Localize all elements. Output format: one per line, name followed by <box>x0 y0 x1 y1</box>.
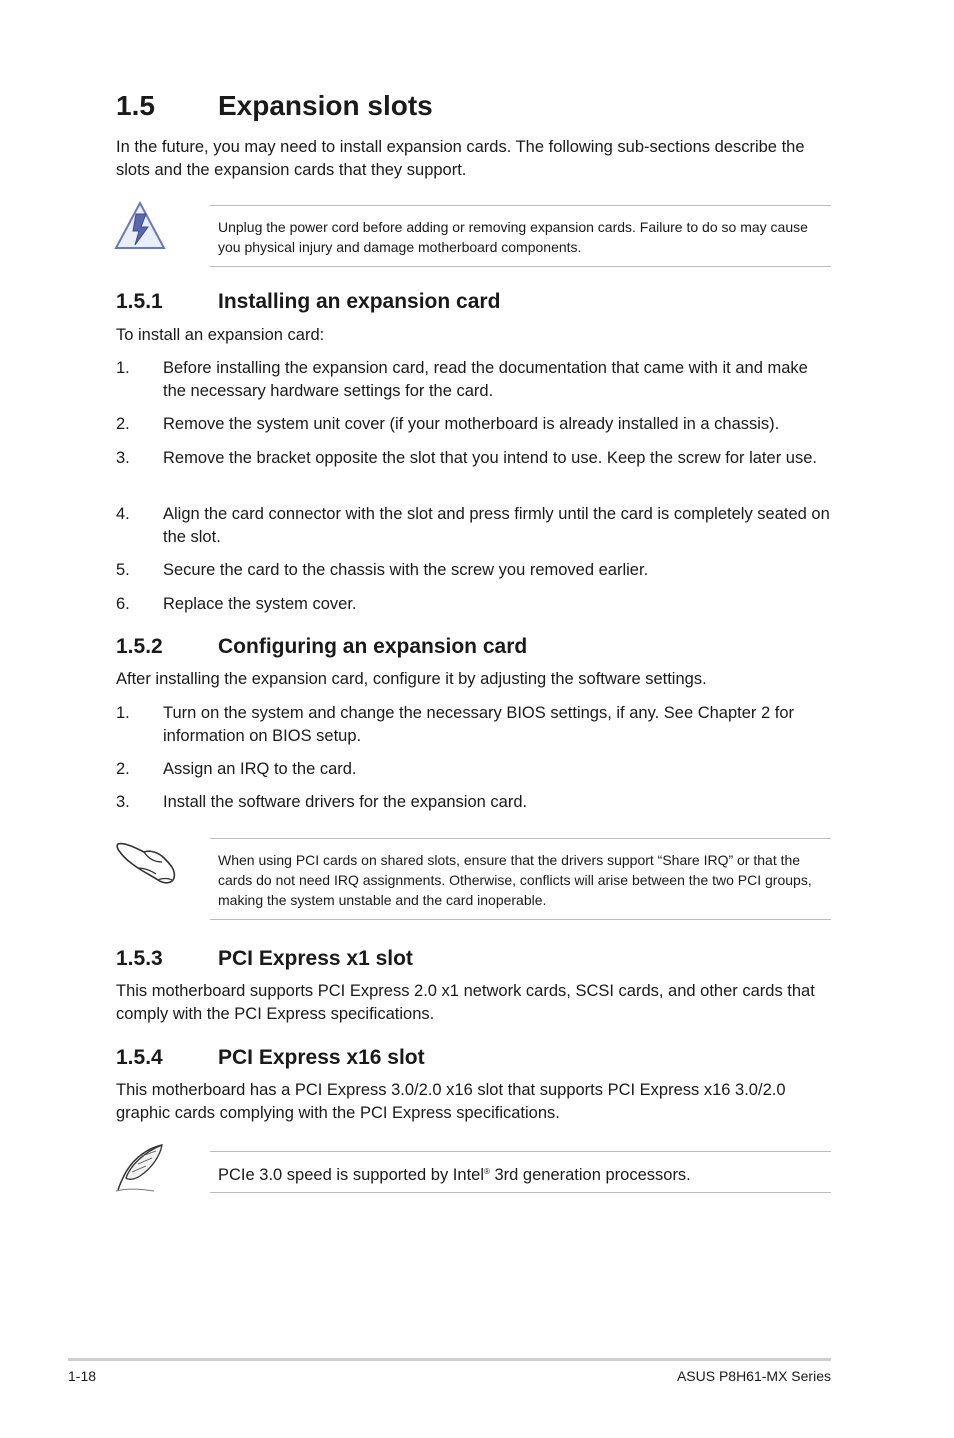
list-number: 3. <box>116 449 130 467</box>
quill-pen-icon <box>112 1142 168 1199</box>
pointing-hand-icon <box>114 838 180 893</box>
info-note-text: When using PCI cards on shared slots, ensure that the drivers support “Share IRQ” or that the cards do not need IRQ assignments. Otherwise, conflicts will arise between the two PCI groups, making the system unstable and the card inoperable. <box>218 852 812 908</box>
list-text: Install the software drivers for the expansion card. <box>163 793 528 811</box>
list-number: 2. <box>116 760 130 778</box>
tip-text-start: PCIe 3.0 speed is supported by Intel <box>218 1166 484 1184</box>
subsection-intro: To install an expansion card: <box>116 326 325 344</box>
list-item <box>116 702 831 748</box>
list-text: Before installing the expansion card, read the documentation that came with it and make the necessary hardware settings for the card. <box>163 359 808 400</box>
subsection-number: 1.5.4 <box>116 1046 163 1069</box>
list-item <box>116 559 831 582</box>
product-name: ASUS P8H61-MX Series <box>676 1368 831 1384</box>
warning-note <box>210 205 831 267</box>
subsection-title: PCI Express x1 slot <box>218 947 413 970</box>
subsection-title: Installing an expansion card <box>218 290 501 313</box>
list-number: 1. <box>116 359 130 377</box>
list-number: 2. <box>116 415 130 433</box>
list-number: 5. <box>116 561 130 579</box>
subsection-heading-1-5-4 <box>116 1046 425 1070</box>
section-intro: In the future, you may need to install expansion cards. The following sub-sections describe the slots and the expansion cards that they support. <box>116 138 805 179</box>
section-title: Expansion slots <box>218 90 433 121</box>
warning-note-text: Unplug the power cord before adding or removing expansion cards. Failure to do so may cause you physical injury and damage motherboard components. <box>218 219 808 255</box>
list-text: Remove the system unit cover (if your motherboard is already installed in a chassis). <box>163 415 780 433</box>
list-item <box>116 593 831 616</box>
list-number: 6. <box>116 595 130 613</box>
list-item <box>116 503 831 549</box>
subsection-heading-1-5-1 <box>116 290 500 314</box>
list-item <box>116 357 831 403</box>
list-text: Align the card connector with the slot and press firmly until the card is completely seated on the slot. <box>163 505 830 546</box>
subsection-number: 1.5.3 <box>116 947 163 970</box>
list-item <box>116 413 831 436</box>
lightning-warning-icon <box>112 200 168 257</box>
subsection-heading-1-5-2 <box>116 635 527 659</box>
subsection-number: 1.5.1 <box>116 290 163 313</box>
registered-mark: ® <box>484 1167 490 1176</box>
list-number: 1. <box>116 704 130 722</box>
subsection-text: This motherboard has a PCI Express 3.0/2.0 x16 slot that supports PCI Express x16 3.0/2.0 graphic cards complying with the PCI Express specifications. <box>116 1081 786 1122</box>
list-text: Assign an IRQ to the card. <box>163 760 357 778</box>
page-number: 1-18 <box>68 1368 97 1384</box>
info-note <box>210 838 831 920</box>
page-title <box>116 90 433 122</box>
list-number: 3. <box>116 793 130 811</box>
list-text: Secure the card to the chassis with the screw you removed earlier. <box>163 561 649 579</box>
tip-note <box>210 1151 831 1193</box>
tip-note-text <box>218 1161 831 1186</box>
subsection-heading-1-5-3 <box>116 947 413 971</box>
footer-divider <box>68 1358 831 1361</box>
subsection-intro: After installing the expansion card, configure it by adjusting the software settings. <box>116 670 707 688</box>
subsection-title: Configuring an expansion card <box>218 635 528 658</box>
list-item <box>116 447 831 470</box>
list-text: Remove the bracket opposite the slot that you intend to use. Keep the screw for later use. <box>163 449 817 467</box>
subsection-number: 1.5.2 <box>116 635 163 658</box>
section-number: 1.5 <box>116 90 155 121</box>
subsection-text: This motherboard supports PCI Express 2.0 x1 network cards, SCSI cards, and other cards that comply with the PCI Express specifications. <box>116 982 815 1023</box>
subsection-title: PCI Express x16 slot <box>218 1046 425 1069</box>
list-text: Turn on the system and change the necessary BIOS settings, if any. See Chapter 2 for information on BIOS setup. <box>163 704 795 745</box>
tip-text-end: 3rd generation processors. <box>489 1166 691 1184</box>
list-item <box>116 791 831 814</box>
list-text: Replace the system cover. <box>163 595 357 613</box>
list-number: 4. <box>116 505 130 523</box>
list-item <box>116 758 831 781</box>
